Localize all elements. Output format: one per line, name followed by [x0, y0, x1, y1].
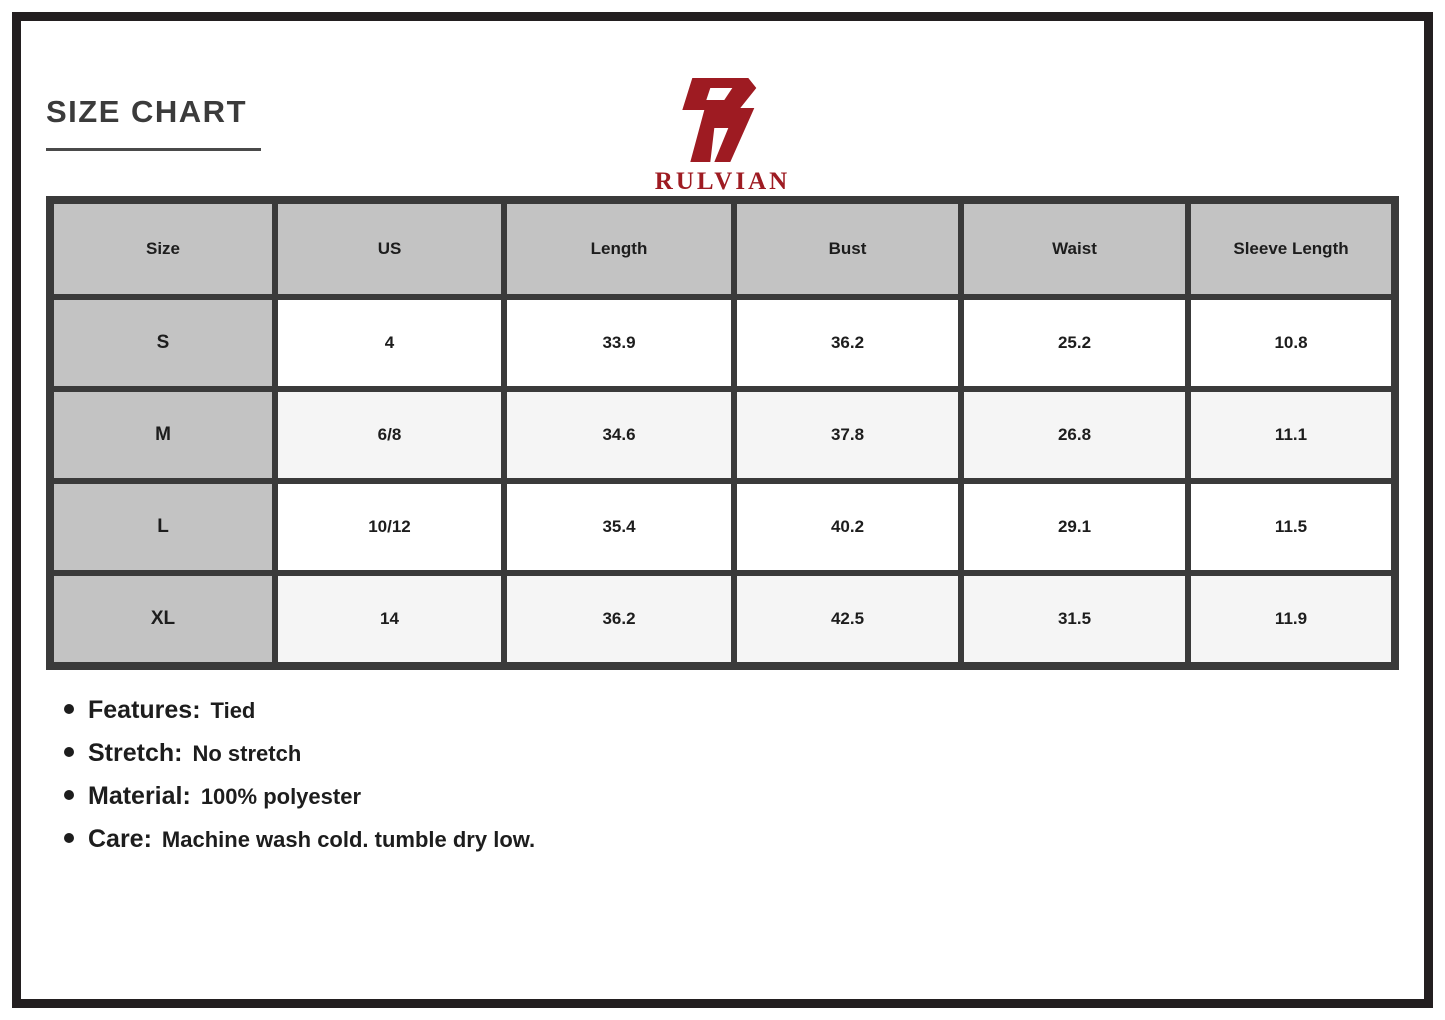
note-value: 100% polyester	[200, 784, 362, 809]
table-row	[51, 389, 1394, 481]
note-label: Material:	[88, 782, 191, 810]
column-header-size: Size	[51, 201, 275, 297]
cell-bust: 37.8	[734, 389, 961, 481]
list-item	[64, 696, 1399, 725]
cell-sleeve: 10.8	[1188, 297, 1394, 389]
cell-sleeve: 11.9	[1188, 573, 1394, 665]
cell-us: 10/12	[275, 481, 504, 573]
note-value: No stretch	[192, 741, 302, 766]
cell-waist: 29.1	[961, 481, 1188, 573]
cell-sleeve: 11.1	[1188, 389, 1394, 481]
list-item	[64, 739, 1399, 768]
cell-size: XL	[51, 573, 275, 665]
table-row	[51, 573, 1394, 665]
table-row	[51, 297, 1394, 389]
bullet-icon	[64, 833, 74, 843]
page-title: SIZE CHART	[46, 94, 247, 129]
cell-waist: 26.8	[961, 389, 1188, 481]
column-header-sleeve-length: Sleeve Length	[1188, 201, 1394, 297]
cell-size: L	[51, 481, 275, 573]
cell-length: 34.6	[504, 389, 734, 481]
note-value: Tied	[210, 698, 256, 723]
note-label: Stretch:	[88, 739, 183, 767]
bullet-icon	[64, 790, 74, 800]
product-notes-list	[46, 696, 1399, 854]
title-underline	[46, 148, 261, 151]
cell-length: 35.4	[504, 481, 734, 573]
brand-block	[655, 74, 790, 196]
column-header-length: Length	[504, 201, 734, 297]
cell-us: 14	[275, 573, 504, 665]
cell-length: 33.9	[504, 297, 734, 389]
title-block	[46, 94, 261, 151]
column-header-waist: Waist	[961, 201, 1188, 297]
cell-us: 4	[275, 297, 504, 389]
bullet-icon	[64, 704, 74, 714]
cell-length: 36.2	[504, 573, 734, 665]
column-header-us: US	[275, 201, 504, 297]
bullet-icon	[64, 747, 74, 757]
list-item	[64, 825, 1399, 854]
header	[46, 46, 1399, 196]
cell-bust: 42.5	[734, 573, 961, 665]
note-label: Care:	[88, 825, 152, 853]
column-header-bust: Bust	[734, 201, 961, 297]
size-chart-table	[46, 196, 1399, 670]
table-row	[51, 481, 1394, 573]
list-item	[64, 782, 1399, 811]
cell-bust: 40.2	[734, 481, 961, 573]
cell-size: S	[51, 297, 275, 389]
note-label: Features:	[88, 696, 201, 724]
table-header-row	[51, 201, 1394, 297]
cell-us: 6/8	[275, 389, 504, 481]
cell-waist: 25.2	[961, 297, 1188, 389]
cell-waist: 31.5	[961, 573, 1188, 665]
cell-sleeve: 11.5	[1188, 481, 1394, 573]
rulvian-r-monogram-icon	[670, 74, 774, 164]
cell-size: M	[51, 389, 275, 481]
brand-name: RULVIAN	[654, 168, 791, 195]
cell-bust: 36.2	[734, 297, 961, 389]
note-value: Machine wash cold. tumble dry low.	[161, 827, 536, 852]
content-area	[46, 46, 1399, 868]
